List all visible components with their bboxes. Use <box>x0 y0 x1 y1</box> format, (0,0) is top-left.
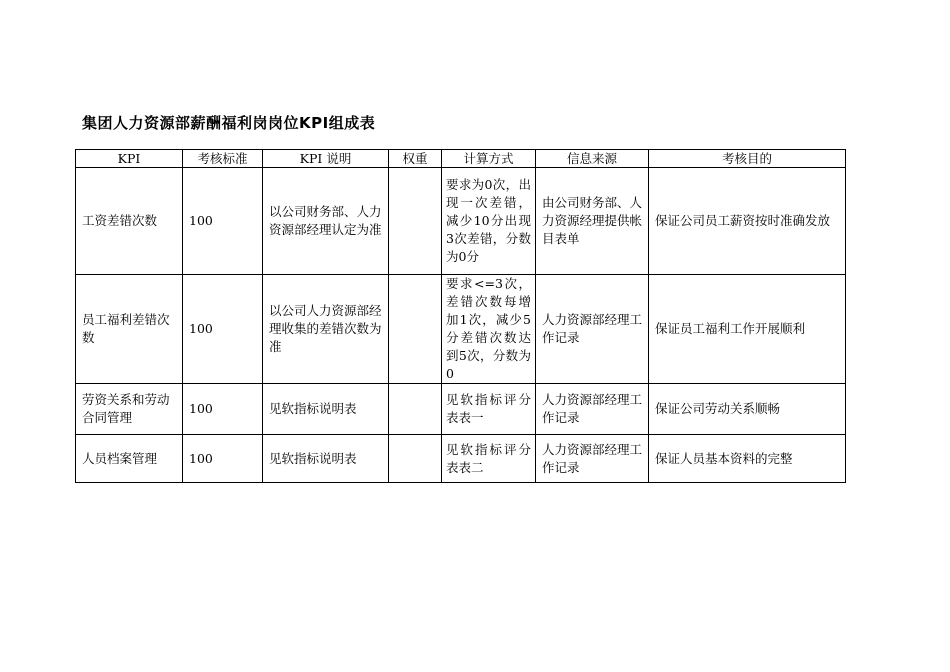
header-calculation: 计算方式 <box>442 150 536 168</box>
cell-weight <box>389 384 442 435</box>
cell-purpose: 保证公司劳动关系顺畅 <box>649 384 846 435</box>
header-kpi: KPI <box>76 150 183 168</box>
cell-calculation: 要求为0次，出现一次差错，减少10分出现3次差错，分数为0分 <box>442 168 536 275</box>
header-weight: 权重 <box>389 150 442 168</box>
cell-info-source: 由公司财务部、人力资源经理提供帐目表单 <box>536 168 649 275</box>
header-purpose: 考核目的 <box>649 150 846 168</box>
cell-kpi: 工资差错次数 <box>76 168 183 275</box>
cell-kpi: 人员档案管理 <box>76 435 183 483</box>
cell-calculation: 要求<=3次，差错次数每增加1次，减少5分差错次数达到5次，分数为0 <box>442 275 536 384</box>
cell-purpose: 保证员工福利工作开展顺利 <box>649 275 846 384</box>
cell-kpi-description: 见软指标说明表 <box>263 435 389 483</box>
cell-standard: 100 <box>183 435 263 483</box>
header-kpi-description: KPI 说明 <box>263 150 389 168</box>
document-title: 集团人力资源部薪酬福利岗岗位KPI组成表 <box>82 114 376 132</box>
kpi-table <box>75 149 846 483</box>
table-header-row <box>76 150 846 168</box>
header-standard: 考核标准 <box>183 150 263 168</box>
table-row <box>76 275 846 384</box>
cell-weight <box>389 435 442 483</box>
cell-weight <box>389 275 442 384</box>
cell-standard: 100 <box>183 275 263 384</box>
cell-info-source: 人力资源部经理工作记录 <box>536 384 649 435</box>
cell-calculation: 见软指标评分表表二 <box>442 435 536 483</box>
header-info-source: 信息来源 <box>536 150 649 168</box>
cell-kpi: 劳资关系和劳动合同管理 <box>76 384 183 435</box>
cell-kpi-description: 以公司人力资源部经理收集的差错次数为准 <box>263 275 389 384</box>
cell-info-source: 人力资源部经理工作记录 <box>536 435 649 483</box>
cell-standard: 100 <box>183 384 263 435</box>
table-row <box>76 435 846 483</box>
cell-calculation: 见软指标评分表表一 <box>442 384 536 435</box>
cell-kpi-description: 见软指标说明表 <box>263 384 389 435</box>
cell-info-source: 人力资源部经理工作记录 <box>536 275 649 384</box>
cell-kpi-description: 以公司财务部、人力资源部经理认定为准 <box>263 168 389 275</box>
cell-weight <box>389 168 442 275</box>
table-row <box>76 168 846 275</box>
cell-purpose: 保证公司员工薪资按时准确发放 <box>649 168 846 275</box>
table-row <box>76 384 846 435</box>
cell-standard: 100 <box>183 168 263 275</box>
cell-kpi: 员工福利差错次数 <box>76 275 183 384</box>
cell-purpose: 保证人员基本资料的完整 <box>649 435 846 483</box>
